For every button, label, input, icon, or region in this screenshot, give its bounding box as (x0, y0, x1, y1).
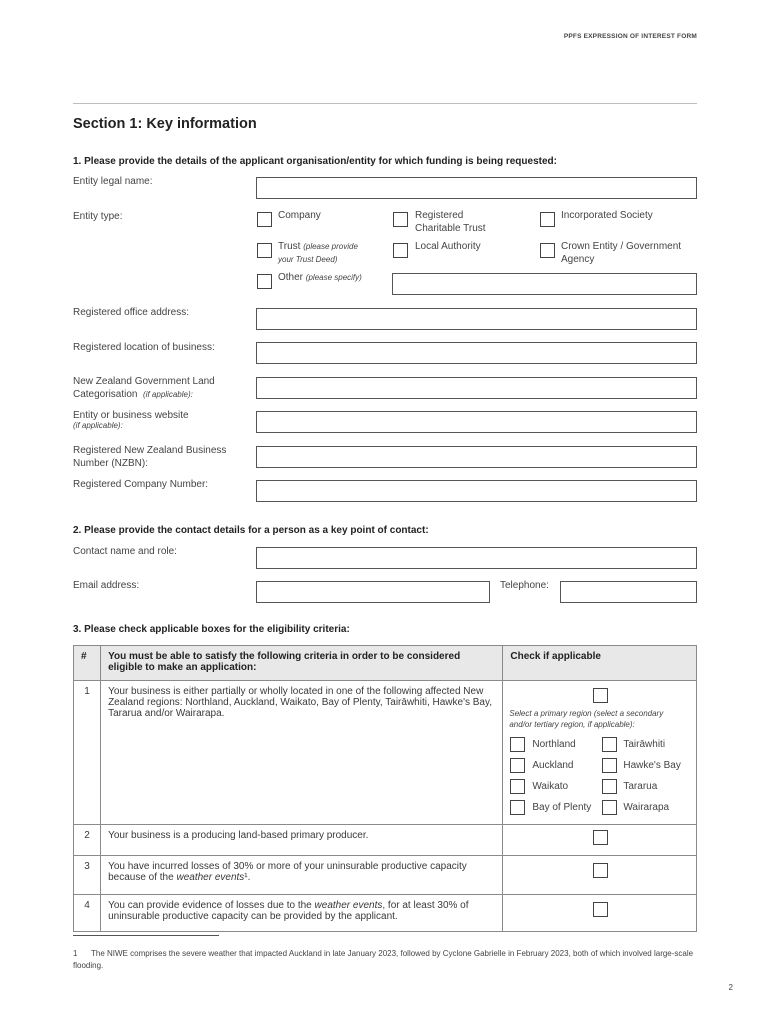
land-categorisation-note: (if applicable): (143, 390, 193, 399)
website-field[interactable] (256, 411, 697, 433)
column-header-check: Check if applicable (503, 646, 697, 681)
other-note: (please specify) (305, 273, 362, 282)
column-header-criteria: You must be able to satisfy the following criteria in order to be considered eligible to make an application: (101, 646, 503, 681)
region-checkbox-hawkes-bay[interactable] (602, 758, 617, 773)
crown-entity-label (561, 241, 681, 266)
trust-checkbox[interactable] (257, 243, 272, 258)
region-checkbox-tararua[interactable] (602, 779, 617, 794)
criteria-text-part: , for at least 30% of uninsurable productive capacity can be provided by the applicant. (108, 900, 469, 922)
local-authority-label: Local Authority (415, 241, 481, 252)
region-checkbox-bay-of-plenty[interactable] (510, 800, 525, 815)
criteria-text-part: You can provide evidence of losses due to the (108, 900, 315, 911)
criteria-text: Your business is either partially or wholly located in one of the following affected New Zealand regions: Northland, Auckland, Waikato, Bay of Plenty, Tairāwhiti, Hawke's Bay, Tararua and/or Wairarapa. (101, 681, 503, 825)
other-label-text: Other (278, 272, 304, 283)
question-1-heading: 1. Please provide the details of the applicant organisation/entity for which funding is being requested: (73, 156, 557, 167)
weather-events-term: weather events (176, 872, 245, 883)
registered-office-address-field[interactable] (256, 308, 697, 330)
company-label: Company (278, 210, 321, 221)
email-label: Email address: (73, 580, 140, 591)
nzbn-line2: Number (NZBN): (73, 458, 149, 469)
email-field[interactable] (256, 581, 490, 603)
form-title-header: PPFS EXPRESSION OF INTEREST FORM (563, 33, 697, 40)
incorporated-society-label: Incorporated Society (561, 210, 653, 221)
website-note: (if applicable): (73, 421, 123, 430)
primary-producer-region-checkbox[interactable] (593, 688, 608, 703)
other-label (278, 272, 362, 285)
land-based-producer-checkbox[interactable] (593, 830, 608, 845)
table-row (74, 825, 697, 856)
registered-location-label: Registered location of business: (73, 342, 215, 353)
land-categorisation-label (73, 375, 215, 401)
trust-label-text: Trust (278, 241, 301, 252)
local-authority-checkbox[interactable] (393, 243, 408, 258)
check-cell (503, 825, 697, 856)
telephone-field[interactable] (560, 581, 697, 603)
entity-legal-name-label: Entity legal name: (73, 176, 153, 187)
crown-entity-line2: Agency (561, 253, 595, 265)
region-label-tararua: Tararua (623, 781, 658, 792)
row-number: 1 (74, 681, 101, 825)
company-number-field[interactable] (256, 480, 697, 502)
footnote (73, 948, 697, 972)
crown-entity-line1: Crown Entity / Government (561, 241, 682, 252)
table-row (74, 856, 697, 895)
registered-office-address-label: Registered office address: (73, 307, 189, 318)
region-note: Select a primary region (select a secondary and/or tertiary region, if applicable): (509, 709, 664, 729)
criteria-text-part: ¹. (244, 872, 251, 883)
check-cell (503, 856, 697, 895)
eligibility-criteria-table (73, 645, 697, 932)
website-label (73, 409, 189, 432)
criteria-text (101, 895, 503, 932)
footnote-text: The NIWE comprises the severe weather that impacted Auckland in late January 2023, followed by Cyclone Gabrielle in February 2023, both of which involved large-scale flooding. (73, 949, 694, 970)
registered-charitable-trust-line1: Registered (415, 210, 464, 221)
registered-location-field[interactable] (256, 342, 697, 364)
row-number: 4 (74, 895, 101, 932)
trust-note-line2: your Trust Deed) (278, 254, 338, 264)
region-checkbox-tairawhiti[interactable] (602, 737, 617, 752)
weather-events-term: weather events (314, 900, 383, 911)
company-number-label: Registered Company Number: (73, 479, 209, 490)
criteria-text-part: You have incurred losses of 30% or more of your uninsurable productive capacity because of the (108, 861, 467, 883)
website-label-text: Entity or business website (73, 410, 189, 421)
footnote-divider (73, 935, 219, 936)
table-row (74, 681, 697, 825)
table-header-row (74, 646, 697, 681)
region-label-bay-of-plenty: Bay of Plenty (532, 802, 592, 813)
registered-charitable-trust-checkbox[interactable] (393, 212, 408, 227)
region-label-wairarapa: Wairarapa (623, 802, 670, 813)
page-number: 2 (728, 983, 733, 992)
losses-incurred-checkbox[interactable] (593, 863, 608, 878)
section-title: Section 1: Key information (73, 116, 257, 132)
footnote-number: 1 (73, 949, 78, 958)
row-number: 2 (74, 825, 101, 856)
crown-entity-checkbox[interactable] (540, 243, 555, 258)
region-label-auckland: Auckland (532, 760, 574, 771)
region-checkbox-waikato[interactable] (510, 779, 525, 794)
criteria-text: Your business is a producing land-based primary producer. (101, 825, 503, 856)
entity-type-label: Entity type: (73, 211, 123, 222)
trust-note-line1: (please provide (303, 242, 358, 251)
question-2-heading: 2. Please provide the contact details for a person as a key point of contact: (73, 525, 429, 536)
registered-charitable-trust-label (415, 210, 486, 235)
question-3-heading: 3. Please check applicable boxes for the eligibility criteria: (73, 624, 350, 635)
region-checkbox-auckland[interactable] (510, 758, 525, 773)
land-categorisation-line2: Categorisation (73, 389, 138, 400)
contact-name-field[interactable] (256, 547, 697, 569)
region-label-waikato: Waikato (532, 781, 569, 792)
trust-label (278, 241, 358, 266)
land-categorisation-field[interactable] (256, 377, 697, 399)
nzbn-field[interactable] (256, 446, 697, 468)
table-row (74, 895, 697, 932)
header-divider (73, 103, 697, 104)
criteria-text (101, 856, 503, 895)
region-label-hawkes-bay: Hawke's Bay (623, 760, 681, 771)
row-number: 3 (74, 856, 101, 895)
land-categorisation-line1: New Zealand Government Land (73, 376, 215, 387)
check-cell (503, 895, 697, 932)
entity-legal-name-field[interactable] (256, 177, 697, 199)
region-label-tairawhiti: Tairāwhiti (623, 739, 666, 750)
contact-name-label: Contact name and role: (73, 546, 177, 557)
other-checkbox[interactable] (257, 274, 272, 289)
telephone-label: Telephone: (500, 580, 549, 591)
registered-charitable-trust-line2: Charitable Trust (415, 222, 486, 234)
region-label-northland: Northland (532, 739, 576, 750)
column-header-number: # (74, 646, 101, 681)
company-checkbox[interactable] (257, 212, 272, 227)
nzbn-line1: Registered New Zealand Business (73, 445, 227, 456)
nzbn-label (73, 444, 226, 470)
evidence-of-losses-checkbox[interactable] (593, 902, 608, 917)
other-specify-field[interactable] (392, 273, 697, 295)
region-check-cell (503, 681, 697, 825)
region-checkbox-wairarapa[interactable] (602, 800, 617, 815)
incorporated-society-checkbox[interactable] (540, 212, 555, 227)
region-checkbox-northland[interactable] (510, 737, 525, 752)
